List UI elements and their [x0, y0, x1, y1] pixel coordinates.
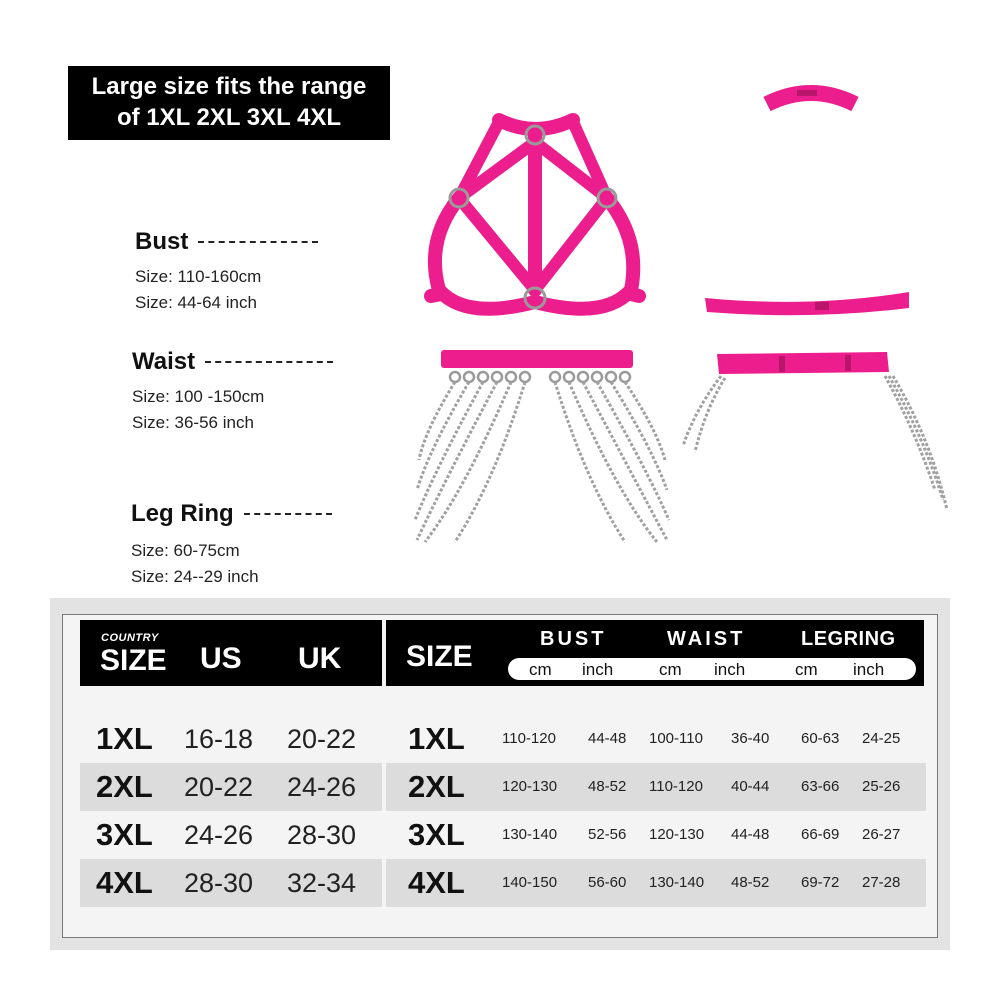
bust-inch-cell: 44-48 — [588, 730, 627, 747]
us-cell: 20-22 — [184, 772, 254, 802]
uk-cell: 28-30 — [287, 820, 357, 850]
banner-line-1: Large size fits the range — [91, 73, 367, 100]
size-header: SIZE — [100, 644, 167, 677]
unit-leg-inch: inch — [853, 660, 885, 679]
size-cell-2: 3XL — [408, 817, 465, 852]
us-cell: 16-18 — [184, 724, 254, 754]
bust-cm-cell: 120-130 — [502, 778, 558, 795]
size-header-2: SIZE — [406, 640, 473, 673]
leg-cm-cell: 60-63 — [801, 730, 840, 747]
unit-bar — [508, 658, 916, 680]
table-row — [80, 763, 926, 811]
unit-bust-cm: cm — [529, 660, 552, 679]
leg-ring-title: Leg Ring — [131, 500, 234, 527]
waist-cm-cell: 130-140 — [649, 874, 705, 891]
bust-inch-cell: 52-56 — [588, 826, 627, 843]
unit-bust-inch: inch — [582, 660, 614, 679]
dashed-leader — [244, 513, 332, 515]
leg-inch-cell: 27-28 — [862, 874, 901, 891]
waist-inch-cell: 40-44 — [731, 778, 770, 795]
us-cell: 28-30 — [184, 868, 254, 898]
bust-inch-cell: 48-52 — [588, 778, 627, 795]
front-waist-belt — [415, 350, 669, 542]
size-cell-2: 4XL — [408, 865, 465, 900]
header-left — [80, 620, 382, 686]
leg-inch-cell: 24-25 — [862, 730, 901, 747]
table-row — [80, 859, 926, 907]
bust-cm-cell: 140-150 — [502, 874, 558, 891]
leg-inch-cell: 26-27 — [862, 826, 901, 843]
waist-inch-cell: 48-52 — [731, 874, 770, 891]
dashed-leader — [205, 361, 333, 363]
size-cell: 3XL — [96, 817, 153, 852]
size-rows — [80, 715, 926, 907]
bust-cm-cell: 130-140 — [502, 826, 558, 843]
leg-ring-measurement — [131, 500, 332, 590]
bust-measurement — [135, 228, 318, 316]
leg-size-cm: Size: 60-75cm — [131, 541, 240, 560]
size-cell-2: 1XL — [408, 721, 465, 756]
leg-cm-cell: 66-69 — [801, 826, 840, 843]
leg-size-inch: Size: 24--29 inch — [131, 567, 259, 586]
table-row — [80, 811, 926, 859]
size-chart-panel — [50, 598, 950, 950]
bust-size-inch: Size: 44-64 inch — [135, 293, 257, 312]
size-cell: 2XL — [96, 769, 153, 804]
waist-measurement — [132, 348, 333, 436]
waist-inch-cell: 36-40 — [731, 730, 770, 747]
banner-line-2: of 1XL 2XL 3XL 4XL — [116, 104, 342, 131]
leg-cm-cell: 63-66 — [801, 778, 840, 795]
bust-title: Bust — [135, 228, 189, 255]
unit-leg-cm: cm — [795, 660, 818, 679]
size-chart-table — [62, 614, 938, 938]
waist-size-cm: Size: 100 -150cm — [132, 387, 265, 406]
harness-product-illustration — [395, 80, 975, 560]
size-cell-2: 2XL — [408, 769, 465, 804]
uk-cell: 32-34 — [287, 868, 357, 898]
uk-cell: 20-22 — [287, 724, 357, 754]
bust-inch-cell: 56-60 — [588, 874, 627, 891]
size-cell: 4XL — [96, 865, 153, 900]
bust-size-cm: Size: 110-160cm — [135, 267, 262, 286]
size-range-banner — [68, 66, 390, 140]
leg-inch-cell: 25-26 — [862, 778, 901, 795]
unit-waist-cm: cm — [659, 660, 682, 679]
uk-cell: 24-26 — [287, 772, 357, 802]
waist-title: Waist — [132, 348, 196, 375]
waist-cm-cell: 110-120 — [649, 778, 703, 795]
country-label: COUNTRY — [101, 632, 159, 644]
waist-cm-cell: 100-110 — [649, 730, 703, 747]
size-cell: 1XL — [96, 721, 153, 756]
waist-size-inch: Size: 36-56 inch — [132, 413, 254, 432]
dashed-leader — [198, 241, 318, 243]
waist-inch-cell: 44-48 — [731, 826, 770, 843]
uk-header: UK — [298, 642, 342, 675]
front-harness — [431, 120, 639, 309]
bust-group-header: BUST — [540, 628, 607, 650]
leg-cm-cell: 69-72 — [801, 874, 840, 891]
unit-waist-inch: inch — [714, 660, 746, 679]
header-right — [386, 620, 924, 686]
us-header: US — [200, 642, 242, 675]
waist-cm-cell: 120-130 — [649, 826, 705, 843]
bust-cm-cell: 110-120 — [502, 730, 556, 747]
waist-group-header: WAIST — [667, 628, 746, 650]
us-cell: 24-26 — [184, 820, 254, 850]
legring-group-header: LEGRING — [801, 628, 896, 650]
back-waist-belt — [683, 352, 947, 510]
back-harness — [705, 90, 909, 315]
table-row — [80, 715, 926, 763]
